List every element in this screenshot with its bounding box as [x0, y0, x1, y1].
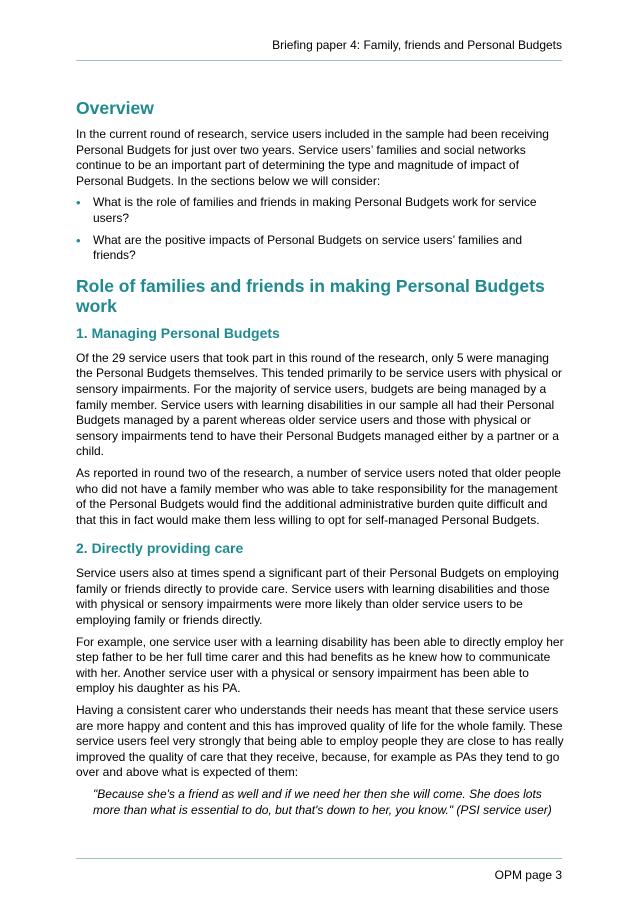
managing-paragraph-2: As reported in round two of the research, a number of service users noted that older people who did not have a family member who was able to take responsibility for the management of the Personal Budgets would find the additional administrative burden quite difficult and that this in fact would make them less willing to opt for self-managed Personal Budgets. [76, 465, 561, 527]
list-item-text: What are the positive impacts of Personal Budgets on service users’ families and friends? [93, 232, 523, 263]
bullet-icon: • [76, 232, 81, 248]
list-item [76, 195, 564, 226]
care-paragraph-3: Having a consistent carer who understands their needs has meant that these service users are more happy and content and this has improved quality of life for the whole family. These service users feel very strongly that being able to employ people they are close to has really improved the quality of care that they receive, because, for example as PAs they tend to go over and above what is expected of them: [76, 703, 564, 780]
managing-paragraph-1: Of the 29 service users that took part in this round of the research, only 5 were managing the Personal Budgets themselves. This tended primarily to be service users with physical or sensory impairments. For the majority of service users, budgets are being managed by a family member. Service users with learning disabilities in our sample all had their Personal Budgets managed by a parent whereas older service users and those with physical or sensory impairments tend to have their Personal Budgets managed either by a partner or a child. [76, 350, 563, 459]
page-number: OPM page 3 [494, 868, 562, 882]
list-item-text: What is the role of families and friends in making Personal Budgets work for service users? [93, 195, 537, 225]
care-paragraph-1: Service users also at times spend a significant part of their Personal Budgets on employing family or friends directly to provide care. Service users with learning disabilities and those with physical or sensory impairments were more likely than older service users to be employing family or friends directly. [76, 566, 559, 628]
care-paragraph-2: For example, one service user with a learning disability has been able to directly employ her step father to be her full time carer and this had benefits as he knew how to communicate with her. Another service user with a physical or sensory impairment has been able to employ his daughter as his PA. [76, 634, 564, 696]
overview-intro: In the current round of research, service users included in the sample had been receiving Personal Budgets for just over two years. Service users’ families and social networks continue to be an important part of determining the type and magnitude of impact of Personal Budgets. In the sections below we will consider: [76, 127, 549, 188]
page-footer [76, 858, 562, 882]
care-quote: "Because she's a friend as well and if we need her then she will come. She does lots more than what is essential to do, but that's down to her, you know." (PSI service user) [93, 787, 552, 817]
page-header [76, 38, 562, 61]
care-heading: 2. Directly providing care [76, 540, 244, 557]
page-content [76, 98, 564, 824]
overview-heading: Overview [76, 98, 154, 118]
overview-bullet-list [76, 195, 564, 263]
list-item [76, 233, 564, 264]
role-heading: Role of families and friends in making Personal Budgets work [76, 275, 545, 316]
bullet-icon: • [76, 195, 81, 211]
header-title: Briefing paper 4: Family, friends and Personal Budgets [272, 38, 562, 52]
managing-heading: 1. Managing Personal Budgets [76, 324, 280, 341]
